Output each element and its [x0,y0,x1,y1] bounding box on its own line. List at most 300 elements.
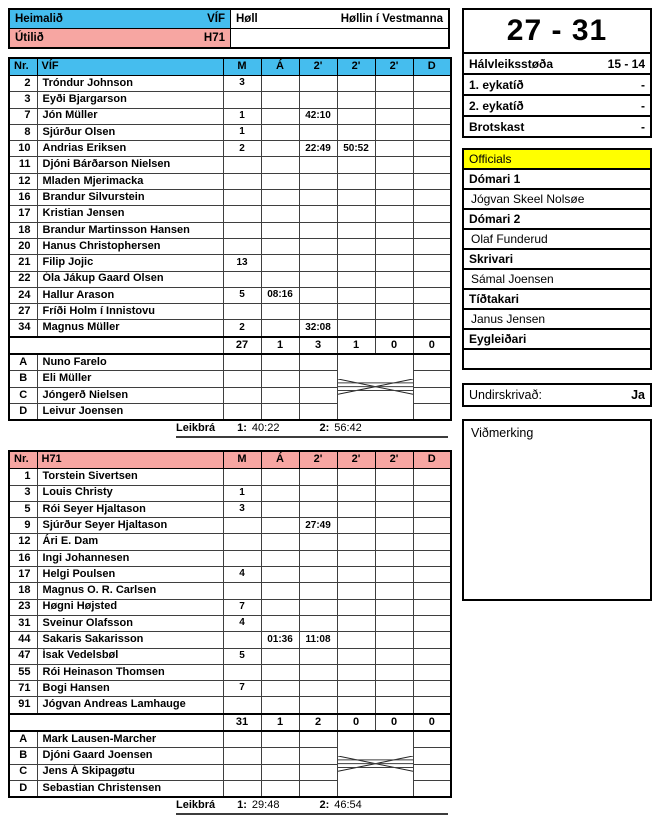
overtime1-row [464,75,650,96]
stat-column-header: 2' [337,451,375,469]
x-cross-icon [338,756,413,771]
official-stat-cell [299,764,337,780]
warning-cell: 08:16 [261,287,299,303]
hall-label: Høll [236,13,258,25]
official-name: Nuno Farelo [37,354,223,371]
suspension1-cell [299,664,337,680]
goals-cell [223,222,261,238]
player-row [9,550,451,566]
player-row [9,108,451,124]
suspension2-cell [337,518,375,534]
official-stat-cell [261,387,299,403]
player-row [9,157,451,173]
player-number: 3 [9,485,37,501]
player-name: Brandur Silvurstein [37,190,223,206]
official-letter: A [9,731,37,748]
timeout2-key: 2: [319,799,330,812]
crossed-out-block [337,354,413,420]
suspension1-cell: 22:49 [299,141,337,157]
suspension2-cell [337,697,375,714]
official-stat-cell [413,403,451,420]
totals-value: 0 [337,714,375,731]
player-name: Brandur Martinsson Hansen [37,222,223,238]
suspension2-cell [337,173,375,189]
player-name: Ingi Johannesen [37,550,223,566]
goals-cell [223,157,261,173]
player-number: 22 [9,271,37,287]
player-name: Torstein Sivertsen [37,469,223,485]
player-row [9,632,451,648]
warning-cell: 01:36 [261,632,299,648]
suspension3-cell [375,648,413,664]
suspension3-cell [375,583,413,599]
suspension3-cell [375,501,413,517]
player-number: 12 [9,534,37,550]
match-header-block [8,8,450,49]
halftime-label: Hálvleiksstøða [469,56,554,71]
player-row [9,141,451,157]
official-stat-cell [299,403,337,420]
player-row [9,206,451,222]
overtime2-label: 2. eykatíð [469,98,524,113]
suspension3-cell [375,124,413,140]
totals-blank-cell [9,714,223,731]
stat-column-header: M [223,58,261,76]
official-letter: D [9,780,37,797]
warning-cell [261,206,299,222]
penalty-label: Brotskast [469,119,525,134]
player-row [9,615,451,631]
player-number: 31 [9,615,37,631]
disqualification-cell [413,550,451,566]
timeout1-value: 40:22 [251,422,280,435]
official-letter: A [9,354,37,371]
suspension3-cell [375,304,413,320]
player-name: Kristian Jensen [37,206,223,222]
disqualification-cell [413,534,451,550]
warning-cell [261,583,299,599]
suspension3-cell [375,632,413,648]
official-name: Djóni Gaard Joensen [37,748,223,764]
player-number: 44 [9,632,37,648]
player-row [9,92,451,108]
timekeeper-role: Tíðtakari [464,290,650,310]
suspension1-cell [299,681,337,697]
player-row [9,124,451,140]
suspension2-cell [337,648,375,664]
final-score: 27 - 31 [464,10,650,54]
suspension2-cell [337,567,375,583]
suspension2-cell [337,599,375,615]
number-column-header: Nr. [9,58,37,76]
player-number: 34 [9,320,37,337]
suspension1-cell: 42:10 [299,108,337,124]
away-timeouts [176,799,448,815]
warning-cell [261,681,299,697]
disqualification-cell [413,518,451,534]
home-row [9,9,449,29]
suspension2-cell [337,583,375,599]
official-stat-cell [413,748,451,764]
player-name: Jón Müller [37,108,223,124]
warning-cell [261,124,299,140]
official-name: Sebastian Christensen [37,780,223,797]
warning-cell [261,534,299,550]
goals-cell: 4 [223,567,261,583]
disqualification-cell [413,222,451,238]
player-number: 55 [9,664,37,680]
timekeeper-name: Janus Jensen [464,310,650,330]
suspension2-cell [337,485,375,501]
goals-cell [223,632,261,648]
suspension1-cell [299,534,337,550]
team-name-header: H71 [37,451,223,469]
suspension1-cell [299,501,337,517]
away-row [9,29,449,49]
timeout2-value: 46:54 [334,799,362,812]
totals-row [9,337,451,354]
warning-cell [261,222,299,238]
overtime2-row [464,96,650,117]
suspension3-cell [375,206,413,222]
disqualification-cell [413,271,451,287]
goals-cell [223,190,261,206]
stat-column-header: M [223,451,261,469]
disqualification-cell [413,469,451,485]
disqualification-cell [413,615,451,631]
suspension3-cell [375,108,413,124]
player-name: Hallur Arason [37,287,223,303]
suspension2-cell [337,632,375,648]
disqualification-cell [413,648,451,664]
player-name: Tróndur Johnson [37,76,223,92]
goals-cell: 13 [223,255,261,271]
disqualification-cell [413,697,451,714]
suspension3-cell [375,157,413,173]
suspension3-cell [375,534,413,550]
goals-cell [223,238,261,254]
totals-value: 1 [261,337,299,354]
player-number: 21 [9,255,37,271]
suspension2-cell [337,238,375,254]
player-number: 11 [9,157,37,173]
team-official-row [9,354,451,371]
player-number: 18 [9,222,37,238]
goals-cell [223,271,261,287]
suspension3-cell [375,599,413,615]
official-stat-cell [261,780,299,797]
player-row [9,222,451,238]
disqualification-cell [413,108,451,124]
referee2-role: Dómari 2 [464,210,650,230]
home-label: Heimalið [15,13,63,25]
disqualification-cell [413,304,451,320]
referee2-name: Olaf Funderud [464,230,650,250]
warning-cell [261,697,299,714]
hall-cell-empty [231,29,450,49]
suspension3-cell [375,567,413,583]
official-letter: D [9,403,37,420]
player-number: 18 [9,583,37,599]
player-row [9,681,451,697]
stat-column-header: Á [261,58,299,76]
disqualification-cell [413,320,451,337]
suspension2-cell [337,534,375,550]
suspension3-cell [375,76,413,92]
suspension2-cell [337,271,375,287]
timeouts-label: Leikbrá [176,799,216,812]
disqualification-cell [413,76,451,92]
official-stat-cell [223,748,261,764]
official-name: Mark Lausen-Marcher [37,731,223,748]
suspension1-cell [299,157,337,173]
suspension2-cell [337,255,375,271]
suspension3-cell [375,271,413,287]
goals-cell [223,583,261,599]
suspension2-cell [337,92,375,108]
team-name-header: VÍF [37,58,223,76]
suspension1-cell [299,238,337,254]
suspension1-cell [299,92,337,108]
suspension3-cell [375,550,413,566]
official-stat-cell [299,371,337,387]
official-stat-cell [261,748,299,764]
suspension2-cell [337,550,375,566]
official-stat-cell [223,403,261,420]
timeout1-value: 29:48 [251,799,280,812]
suspension1-cell [299,550,337,566]
official-stat-cell [223,354,261,371]
disqualification-cell [413,287,451,303]
suspension1-cell: 27:49 [299,518,337,534]
official-letter: C [9,764,37,780]
player-number: 91 [9,697,37,714]
disqualification-cell [413,206,451,222]
player-number: 16 [9,550,37,566]
player-number: 1 [9,469,37,485]
disqualification-cell [413,632,451,648]
goals-cell: 2 [223,320,261,337]
away-roster-table [8,450,450,798]
player-number: 17 [9,567,37,583]
player-name: Bogi Hansen [37,681,223,697]
goals-cell [223,469,261,485]
suspension2-cell [337,190,375,206]
goals-cell: 1 [223,485,261,501]
official-stat-cell [223,764,261,780]
player-name: Høgni Højsted [37,599,223,615]
official-stat-cell [413,354,451,371]
suspension3-cell [375,697,413,714]
suspension2-cell [337,124,375,140]
player-number: 5 [9,501,37,517]
totals-value: 1 [261,714,299,731]
official-stat-cell [223,371,261,387]
suspension1-cell [299,599,337,615]
suspension3-cell [375,255,413,271]
stat-column-header: 2' [299,58,337,76]
suspension3-cell [375,92,413,108]
suspension2-cell [337,615,375,631]
player-row [9,485,451,501]
suspension3-cell [375,518,413,534]
timeout2-key: 2: [319,422,330,435]
goals-cell: 1 [223,108,261,124]
player-number: 17 [9,206,37,222]
suspension1-cell [299,287,337,303]
suspension2-cell [337,287,375,303]
halftime-row [464,54,650,75]
warning-cell [261,108,299,124]
signed-box [462,383,652,407]
official-name: Jóngerð Nielsen [37,387,223,403]
official-stat-cell [413,780,451,797]
warning-cell [261,238,299,254]
suspension1-cell [299,173,337,189]
player-number: 71 [9,681,37,697]
suspension1-cell [299,697,337,714]
overtime1-value: - [641,77,645,92]
official-stat-cell [299,731,337,748]
suspension1-cell [299,271,337,287]
stat-column-header: D [413,58,451,76]
goals-cell [223,206,261,222]
suspension1-cell [299,485,337,501]
player-row [9,76,451,92]
disqualification-cell [413,664,451,680]
official-stat-cell [223,780,261,797]
home-roster-section [8,57,450,438]
x-cross-icon [338,379,413,394]
player-name: Ísak Vedelsbøl [37,648,223,664]
player-name: Jógvan Andreas Lamhauge [37,697,223,714]
player-row [9,599,451,615]
official-stat-cell [261,403,299,420]
player-name: Eyði Bjargarson [37,92,223,108]
official-letter: B [9,748,37,764]
warning-cell [261,485,299,501]
suspension3-cell [375,190,413,206]
timeout1-key: 1: [237,422,247,435]
roster-table [8,450,452,798]
official-stat-cell [223,731,261,748]
suspension2-cell [337,664,375,680]
suspension2-cell [337,206,375,222]
warning-cell [261,599,299,615]
stat-column-header: 2' [299,451,337,469]
official-name: Eli Müller [37,371,223,387]
warning-cell [261,469,299,485]
suspension1-cell [299,615,337,631]
home-roster-table [8,57,450,421]
goals-cell [223,664,261,680]
warning-cell [261,501,299,517]
player-row [9,583,451,599]
disqualification-cell [413,681,451,697]
player-number: 20 [9,238,37,254]
warning-cell [261,255,299,271]
player-row [9,190,451,206]
suspension1-cell: 11:08 [299,632,337,648]
suspension3-cell [375,173,413,189]
warning-cell [261,141,299,157]
totals-value: 1 [337,337,375,354]
warning-cell [261,92,299,108]
suspension1-cell [299,255,337,271]
number-column-header: Nr. [9,451,37,469]
totals-blank-cell [9,337,223,354]
goals-cell: 5 [223,648,261,664]
disqualification-cell [413,124,451,140]
timeout2-value: 56:42 [334,422,362,435]
disqualification-cell [413,141,451,157]
goals-cell: 7 [223,681,261,697]
goals-cell [223,304,261,320]
goals-cell [223,697,261,714]
goals-cell: 5 [223,287,261,303]
roster-header-row [9,451,451,469]
suspension3-cell [375,222,413,238]
warning-cell [261,518,299,534]
warning-cell [261,320,299,337]
disqualification-cell [413,173,451,189]
player-number: 47 [9,648,37,664]
disqualification-cell [413,501,451,517]
score-panel [462,8,652,138]
suspension1-cell [299,222,337,238]
totals-value: 0 [413,337,451,354]
disqualification-cell [413,567,451,583]
timeout1-key: 1: [237,799,247,812]
suspension3-cell [375,664,413,680]
away-roster-section [8,450,450,815]
overtime2-value: - [641,98,645,113]
home-team-cell [9,9,231,29]
suspension1-cell [299,190,337,206]
goals-cell: 1 [223,124,261,140]
remarks-label: Viðmerking [471,426,534,440]
suspension2-cell [337,76,375,92]
warning-cell [261,271,299,287]
suspension1-cell [299,304,337,320]
stat-column-header: 2' [375,451,413,469]
player-number: 16 [9,190,37,206]
warning-cell [261,190,299,206]
player-name: Magnus O. R. Carlsen [37,583,223,599]
official-stat-cell [261,731,299,748]
timeouts-label: Leikbrá [176,422,216,435]
player-number: 23 [9,599,37,615]
crossed-out-block [337,731,413,797]
official-stat-cell [299,354,337,371]
goals-cell [223,534,261,550]
hall-value: Høllin í Vestmanna [340,13,443,25]
officials-panel [462,148,652,370]
stat-column-header: Á [261,451,299,469]
official-name: Leivur Joensen [37,403,223,420]
away-code: H71 [203,32,225,44]
player-name: Magnus Müller [37,320,223,337]
official-stat-cell [413,371,451,387]
penalty-value: - [641,119,645,134]
player-name: Andrias Eriksen [37,141,223,157]
disqualification-cell [413,599,451,615]
goals-cell [223,550,261,566]
secretary-name: Sámal Joensen [464,270,650,290]
player-row [9,469,451,485]
official-stat-cell [413,764,451,780]
warning-cell [261,157,299,173]
